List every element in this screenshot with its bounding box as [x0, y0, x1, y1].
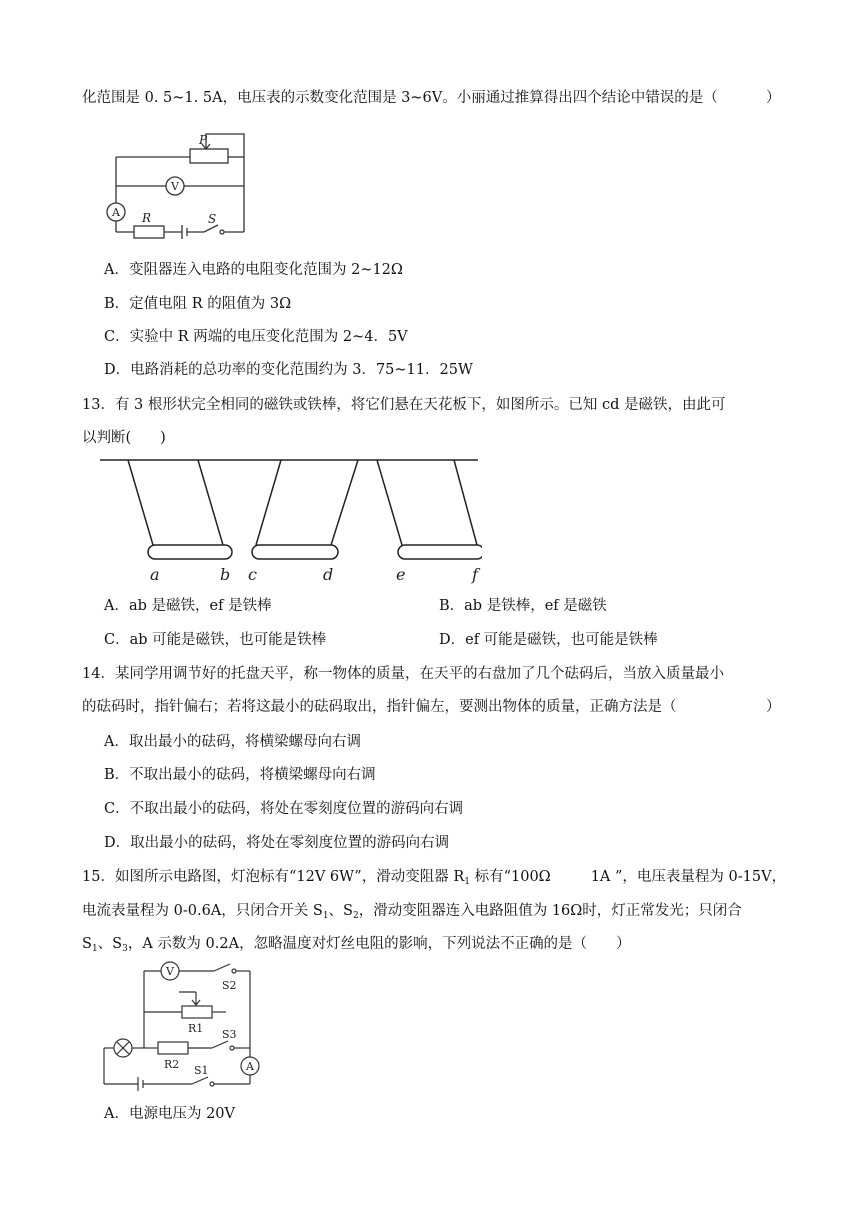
q15-stem-line-2: 电流表量程为 0-0.6A，只闭合开关 $S_1$、$S_2$，滑动变阻器连入电路阻值为 16Ω时，灯正常发光；只闭合: [82, 903, 742, 921]
q12-label-p: P: [199, 133, 208, 147]
q13-magnets-figure: [98, 454, 482, 586]
q12-option-b[interactable]: B．定值电阻 R 的阻值为 3Ω: [104, 296, 292, 312]
q15-label-r1: R1: [188, 1022, 204, 1035]
q13-label-f: f: [472, 565, 478, 584]
q12-text-line: 化范围是 0. 5~1. 5A，电压表的示数变化范围是 3~6V。小丽通过推算得出四个结论中错误的是（: [82, 90, 718, 106]
q15-option-a[interactable]: A．电源电压为 20V: [104, 1106, 236, 1122]
q15-label-s1: S1: [194, 1064, 209, 1077]
q13-label-c: c: [248, 565, 257, 584]
q12-option-a[interactable]: A．变阻器连入电路的电阻变化范围为 2~12Ω: [104, 262, 403, 278]
q12-circuit-figure: [98, 122, 268, 244]
q12-paren-close: ）: [766, 90, 781, 106]
q14-stem-line-2: 的砝码时，指针偏右；若将这最小的砝码取出，指针偏左，要测出物体的质量，正确方法是（: [82, 699, 677, 715]
q13-option-b[interactable]: B．ab 是铁棒，ef 是磁铁: [439, 598, 607, 614]
q15-label-a: A: [246, 1060, 254, 1073]
q15-label-r2: R2: [164, 1058, 180, 1071]
q13-option-a[interactable]: A．ab 是磁铁，ef 是铁棒: [104, 598, 272, 614]
q15-stem-line-3: $S_1$、$S_3$，A 示数为 0.2A，忽略温度对灯丝电阻的影响，下列说法不正确的是（ ）: [82, 936, 631, 954]
q13-label-b: b: [220, 565, 231, 584]
q13-stem-line-2: 以判断( ): [82, 430, 166, 446]
q13-label-a: a: [150, 565, 160, 584]
q14-option-b[interactable]: B．不取出最小的砝码，将横梁螺母向右调: [104, 767, 376, 783]
q14-option-a[interactable]: A．取出最小的砝码，将横梁螺母向右调: [104, 734, 361, 750]
q12-label-v: V: [171, 180, 179, 193]
q13-option-c[interactable]: C．ab 可能是磁铁，也可能是铁棒: [104, 632, 327, 648]
q13-label-e: e: [396, 565, 406, 584]
q15-label-v: V: [166, 965, 174, 978]
q13-stem-line-1: 13．有 3 根形状完全相同的磁铁或铁棒，将它们悬在天花板下，如图所示。已知 cd 是磁铁，由此可: [82, 397, 726, 413]
q13-label-d: d: [323, 565, 334, 584]
q14-option-c[interactable]: C．不取出最小的砝码，将处在零刻度位置的游码向右调: [104, 801, 464, 817]
q14-option-d[interactable]: D．取出最小的砝码，将处在零刻度位置的游码向右调: [104, 835, 450, 851]
q12-label-a: A: [112, 206, 120, 219]
q12-option-c[interactable]: C．实验中 R 两端的电压变化范围为 2~4．5V: [104, 329, 408, 345]
q13-option-d[interactable]: D．ef 可能是磁铁，也可能是铁棒: [439, 632, 658, 648]
q14-stem-line-1: 14．某同学用调节好的托盘天平，称一物体的质量，在天平的右盘加了几个砝码后，当放入质量最小: [82, 666, 724, 682]
q15-stem-line-1: 15．如图所示电路图，灯泡标有“12V 6W”，滑动变阻器 $R_1$ 标有“100Ω 1A ”，电压表量程为 0-15V，: [82, 869, 787, 887]
q15-label-s2: S2: [222, 979, 237, 992]
q12-option-d[interactable]: D．电路消耗的总功率的变化范围约为 3．75~11．25W: [104, 362, 473, 378]
q12-label-r: R: [142, 211, 152, 225]
q15-circuit-figure: [98, 958, 268, 1092]
q15-label-s3: S3: [222, 1028, 237, 1041]
q14-paren-close: ）: [766, 699, 781, 715]
q12-label-s: S: [208, 212, 217, 226]
